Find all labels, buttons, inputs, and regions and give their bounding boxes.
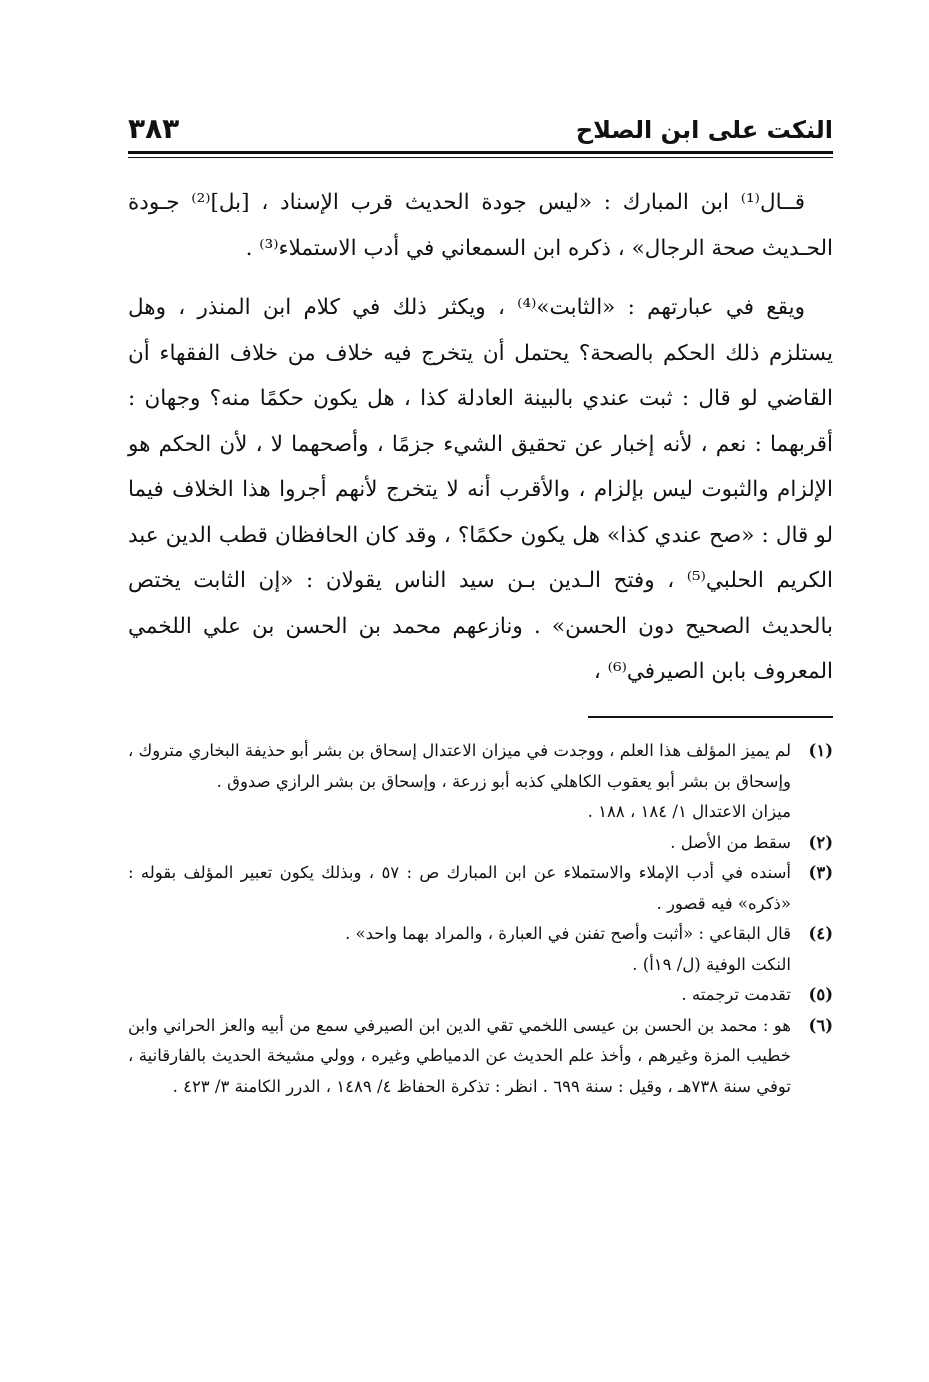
footnote-text: أسنده في أدب الإملاء والاستملاء عن ابن المبارك ص : ٥٧ ، وبذلك يكون تعبير المؤلف بقوله : «ذكره» فيه قصور . [128, 863, 791, 913]
footnote [128, 919, 833, 980]
footnote-number: (١) [808, 741, 833, 760]
header-rule-thick [128, 151, 833, 154]
footnote-number: (٦) [808, 1015, 833, 1035]
footnote [128, 858, 833, 919]
page-number: ٣٨٣ [128, 112, 180, 145]
footnote [128, 1011, 833, 1103]
footnote-number: (٢) [808, 832, 833, 852]
paragraph: قــال⁽¹⁾ ابن المبارك : «ليس جودة الحديث قرب الإسناد ، [بل]⁽²⁾ جـودة الحـديث صحة الرجال» ، ذكره ابن السمعاني في أدب الاستملاء⁽³⁾ . [128, 190, 833, 261]
running-title: النكت على ابن الصلاح [575, 116, 833, 144]
footnote-text: تقدمت ترجمته . [681, 985, 791, 1004]
paragraph-gap [128, 271, 833, 285]
footnote-text: هو : محمد بن الحسن بن عيسى اللخمي تقي الدين ابن الصيرفي سمع من أبيه والعز الحراني وابن خطيب المزة وغيرهم ، وأخذ علم الحديث عن الدمياطي وغيره ، وولي مشيخة الحديث بالفارقانية ، توفي سنة ٧٣٨هـ ، وقيل : سنة ٦٩٩ . انظر : تذكرة الحفاظ ٤/ ١٤٨٩ ، الدرر الكامنة ٣/ ٤٢٣ . [128, 1015, 791, 1096]
paragraph: ويقع في عبارتهم : «الثابت»⁽⁴⁾ ، ويكثر ذلك في كلام ابن المنذر ، وهل يستلزم ذلك الحكم بالصحة؟ يحتمل أن يتخرج فيه خلاف من خلاف الفقهاء أن القاضي لو قال : ثبت عندي بالبينة العادلة كذا ، هل يكون حكمًا منه؟ وجهان : أقربهما : نعم ، لأنه إخبار عن تحقيق الشيء جزمًا ، وأصحهما لا ، لأن الحكم هو الإلزام والثبوت ليس بإلزام ، والأقرب أنه لا يتخرج لأنهم أجروا هذا الخلاف فيما لو قال : «صح عندي كذا» هل يكون حكمًا؟ ، وقد كان الحافظان قطب الدين عبد الكريم الحلبي⁽⁵⁾ ، وفتح الـدين بـن سيد الناس يقولان : «إن الثابت يختص بالحديث الصحيح دون الحسن» . ونازعهم محمد بن الحسن بن علي اللخمي المعروف بابن الصيرفي⁽⁶⁾ ، [128, 295, 833, 684]
page-header [128, 112, 833, 150]
footnote-separator [588, 716, 833, 718]
footnote [128, 828, 833, 859]
footnote-text: النكت الوفية (ل/ ١٩أ) . [632, 954, 791, 974]
footnote [128, 980, 833, 1011]
footnote-text: قال البقاعي : «أثبت وأصح تفنن في العبارة ، والمراد بهما واحد» . [345, 924, 791, 943]
footnote [128, 736, 833, 828]
footnote-number: (٥) [808, 985, 833, 1004]
header-rule-thin [128, 157, 833, 158]
footnote-number: (٣) [808, 863, 833, 882]
footnote-text: لم يميز المؤلف هذا العلم ، ووجدت في ميزان الاعتدال إسحاق بن بشر أبو حذيفة البخاري متروك ، وإسحاق بن بشر أبو يعقوب الكاهلي كذبه أبو زرعة ، وإسحاق بن بشر الرازي صدوق . [128, 741, 791, 791]
main-text [128, 180, 833, 695]
footnote-text: سقط من الأصل . [670, 832, 791, 852]
footnotes [128, 736, 833, 1102]
footnote-text: ميزان الاعتدال ١/ ١٨٤ ، ١٨٨ . [587, 802, 791, 821]
footnote-number: (٤) [808, 924, 833, 943]
